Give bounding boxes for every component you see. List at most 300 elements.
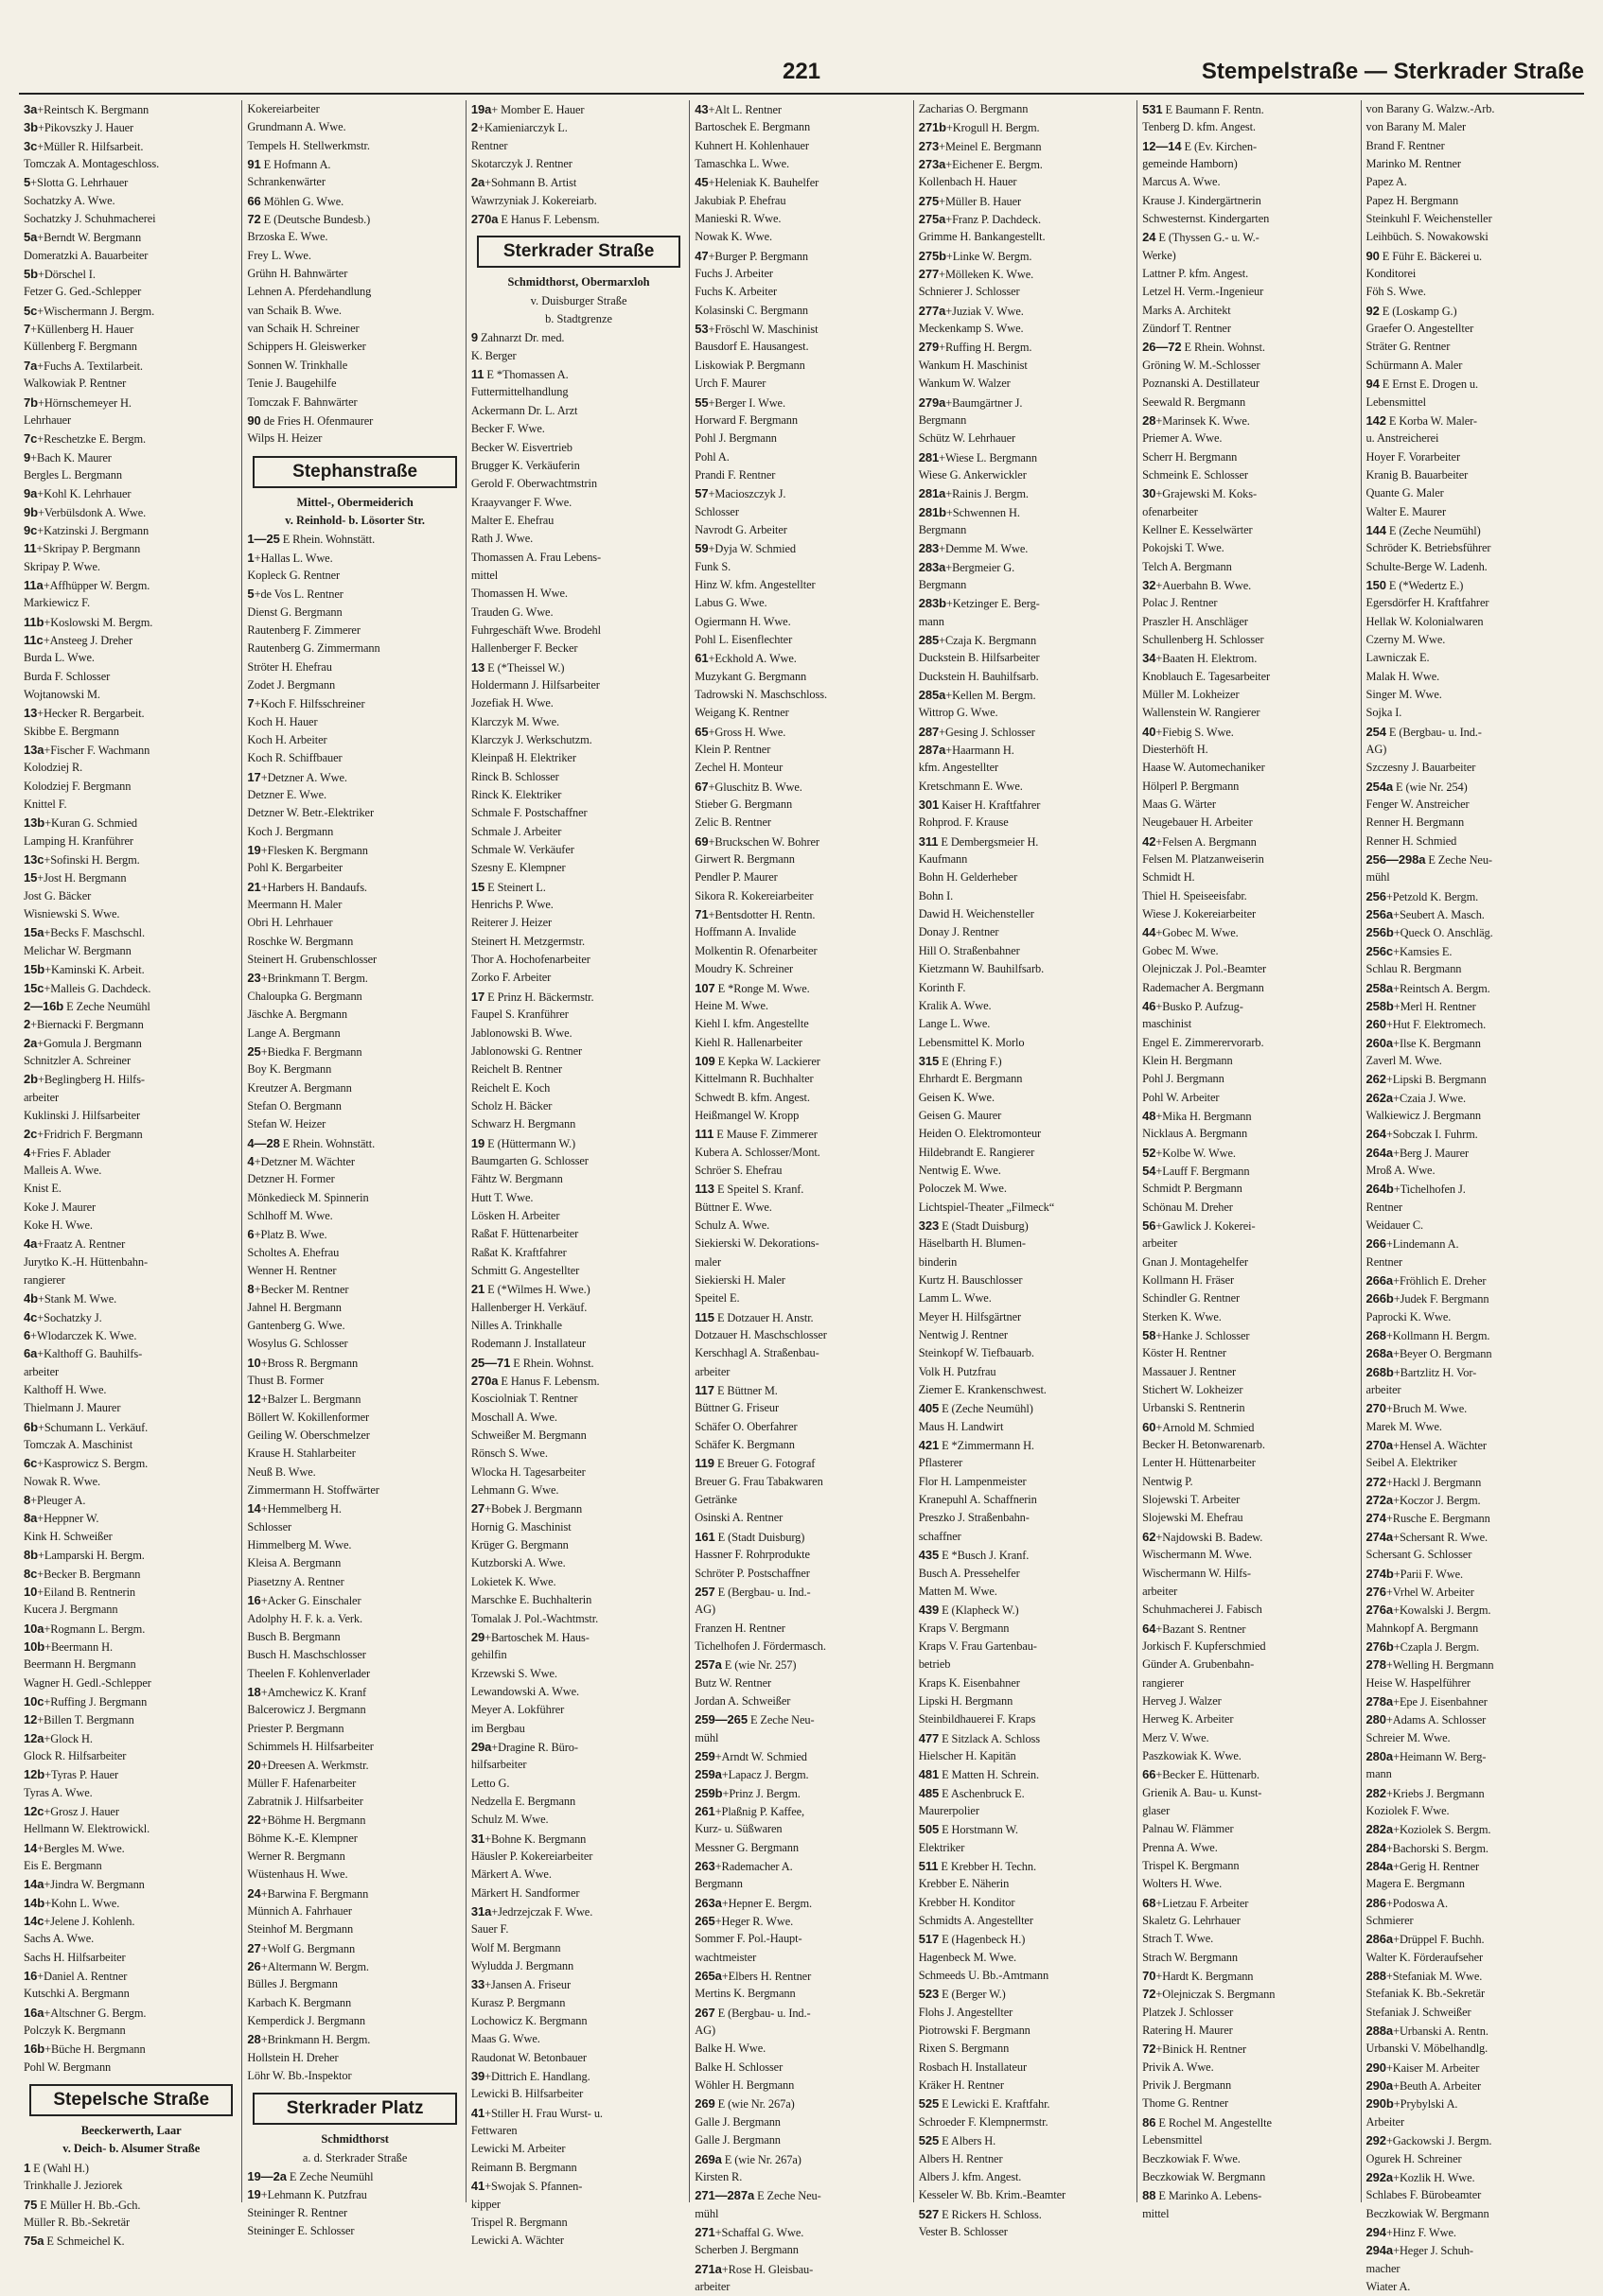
directory-entry: Küllenberg F. Bergmann [24, 340, 137, 354]
directory-entry: 7b+Hörnschemeyer H. [24, 394, 132, 410]
directory-entry: Thomassen H. Wwe. [470, 587, 568, 601]
directory-entry: 16b+Büche H. Bergmann [24, 2042, 146, 2057]
directory-entry: 1—25 E Rhein. Wohnstätt. [247, 532, 376, 547]
directory-entry: Pokojski T. Wwe. [1142, 541, 1224, 555]
directory-entry: Maus H. Landwirt [918, 1419, 1004, 1433]
directory-entry: 266a+Fröhlich E. Dreher [1365, 1273, 1487, 1288]
column-5 [914, 100, 1137, 2238]
directory-entry: Lewicki A. Wächter [470, 2234, 564, 2248]
directory-entry: 24+Barwina F. Bergmann [247, 1885, 369, 1901]
directory-entry: Slojewski M. Ehefrau [1142, 1511, 1243, 1525]
directory-entry: Herweg K. Arbeiter [1142, 1712, 1234, 1726]
directory-entry: Tenberg D. kfm. Angest. [1142, 120, 1256, 134]
directory-entry: Schmale F. Postschaffner [470, 806, 588, 820]
directory-entry: Müller M. Lokheizer [1142, 688, 1240, 701]
directory-entry: Wilps H. Heizer [247, 431, 323, 446]
directory-entry: arbeiter [695, 1364, 731, 1378]
directory-entry: Nedzella E. Bergmann [470, 1794, 576, 1808]
directory-entry: Wosylus G. Schlosser [247, 1337, 348, 1351]
directory-entry: 270a E Hanus F. Lebensm. [470, 212, 600, 227]
directory-entry: Privik J. Bergmann [1142, 2078, 1232, 2093]
directory-entry: Tamaschka L. Wwe. [695, 157, 789, 171]
directory-entry: 55+Berger I. Wwe. [695, 394, 785, 410]
directory-entry: Wolters H. Wwe. [1142, 1877, 1223, 1891]
directory-entry: Busch H. Maschschlosser [247, 1648, 366, 1662]
directory-entry: Balke H. Schlosser [695, 2059, 784, 2074]
directory-entry: Kokereiarbeiter [247, 102, 320, 115]
directory-entry: Kietzmann W. Bauhilfsarb. [918, 962, 1045, 976]
directory-entry: 11 E *Thomassen A. [470, 367, 569, 382]
directory-entry: 12c+Grosz J. Hauer [24, 1803, 119, 1818]
directory-entry: 281b+Schwennen H. [918, 504, 1020, 519]
directory-entry: Zimmermann H. Stoffwärter [247, 1483, 379, 1498]
directory-entry: Telch A. Bergmann [1142, 559, 1232, 573]
directory-entry: Wagner H. Gedl.-Schlepper [24, 1675, 151, 1690]
directory-entry: Praszler H. Anschläger [1142, 614, 1248, 628]
directory-entry: Kucera J. Bergmann [24, 1603, 118, 1617]
directory-entry: Wiese G. Ankerwickler [918, 467, 1027, 482]
directory-entry: 28+Marinsek K. Wwe. [1142, 412, 1250, 428]
directory-entry: Bergles L. Bergmann [24, 467, 122, 482]
directory-entry: Burda L. Wwe. [24, 651, 95, 665]
directory-entry: Schnierer J. Schlosser [918, 285, 1020, 299]
directory-entry: 286a+Drüppel F. Buchh. [1365, 1932, 1485, 1947]
directory-entry: Schersant G. Schlosser [1365, 1548, 1472, 1562]
directory-entry: Krzewski S. Wwe. [470, 1666, 557, 1680]
directory-entry: 292+Gackowski J. Bergm. [1365, 2133, 1492, 2148]
directory-entry: 25+Biedka F. Bergmann [247, 1043, 362, 1059]
directory-entry: Melichar W. Bergmann [24, 943, 132, 957]
directory-entry: Steinkopf W. Tiefbauarb. [918, 1346, 1034, 1360]
directory-entry: 257a E (wie Nr. 257) [695, 1657, 797, 1673]
directory-entry: Rademacher A. Bergmann [1142, 980, 1264, 994]
directory-entry: Ströter H. Ehefrau [247, 659, 332, 674]
directory-entry: Magera E. Bergmann [1365, 1877, 1465, 1891]
directory-entry: Platzek J. Schlosser [1142, 2005, 1234, 2019]
directory-entry: Kittelmann R. Buchhalter [695, 1072, 814, 1086]
directory-entry: 254 E (Bergbau- u. Ind.- [1365, 724, 1482, 739]
directory-entry: 259b+Prinz J. Bergm. [695, 1785, 801, 1800]
directory-entry: Hellak W. Kolonialwaren [1365, 614, 1484, 628]
directory-entry: Kiehl R. Hallenarbeiter [695, 1035, 802, 1049]
directory-entry: 5a+Berndt W. Bergmann [24, 230, 142, 245]
directory-entry: van Schaik B. Wwe. [247, 303, 342, 317]
directory-entry: 8a+Heppner W. [24, 1511, 99, 1526]
directory-entry: 5b+Dörschel I. [24, 267, 96, 282]
directory-entry: Jurytko K.-H. Hüttenbahn- [24, 1254, 149, 1269]
directory-entry: Krüger G. Bergmann [470, 1538, 569, 1552]
column-7 [1362, 100, 1584, 2293]
directory-entry: Molkentin R. Ofenarbeiter [695, 943, 818, 957]
directory-entry: Knoblauch E. Tagesarbeiter [1142, 669, 1271, 683]
directory-entry: Sonnen W. Trinkhalle [247, 358, 348, 372]
directory-entry: Lewicki M. Arbeiter [470, 2142, 566, 2156]
directory-entry: Schlabes F. Bürobeamter [1365, 2188, 1482, 2202]
directory-entry: 71+Bentsdotter H. Rentn. [695, 907, 816, 922]
directory-entry: Steinert H. Grubenschlosser [247, 953, 378, 967]
directory-entry: 272+Hackl J. Bergmann [1365, 1474, 1482, 1489]
directory-entry: Stefan O. Bergmann [247, 1098, 342, 1113]
directory-entry: Ogurek H. Schreiner [1365, 2151, 1462, 2165]
directory-entry: 90 de Fries H. Ofenmaurer [247, 412, 374, 428]
directory-entry: 274a+Schersant R. Wwe. [1365, 1529, 1488, 1544]
directory-entry: Scherr H. Bergmann [1142, 449, 1238, 464]
directory-entry: Lamm L. Wwe. [918, 1291, 992, 1306]
directory-entry: Nentwig J. Rentner [918, 1328, 1008, 1342]
directory-entry: Beermann H. Bergmann [24, 1657, 136, 1672]
street-heading: Stephanstraße [253, 456, 456, 488]
directory-entry: Lenter H. Hüttenarbeiter [1142, 1456, 1256, 1470]
directory-entry: Schweißer M. Bergmann [470, 1428, 587, 1443]
directory-entry: Malter E. Ehefrau [470, 513, 555, 527]
directory-entry: Gobec M. Wwe. [1142, 943, 1219, 957]
directory-entry: Zabratnik J. Hilfsarbeiter [247, 1794, 363, 1808]
directory-entry: mühl [695, 2206, 719, 2220]
directory-entry: Marinko M. Rentner [1365, 157, 1461, 171]
directory-entry: 525 E Lewicki E. Kraftfahr. [918, 2096, 1050, 2112]
directory-entry: Wallenstein W. Rangierer [1142, 706, 1260, 720]
directory-entry: Messner G. Bergmann [695, 1840, 799, 1854]
directory-entry: Sauer F. [470, 1922, 509, 1937]
directory-entry: Löhr W. Bb.-Inspektor [247, 2069, 352, 2083]
directory-entry: Tempels H. Stellwerkmstr. [247, 138, 370, 152]
directory-entry: macher [1365, 2261, 1400, 2275]
directory-entry: Jahnel H. Bergmann [247, 1300, 342, 1314]
directory-entry: Boy K. Bergmann [247, 1062, 332, 1077]
directory-entry: Detzner E. Wwe. [247, 788, 327, 802]
directory-entry: Heise W. Haspelführer [1365, 1675, 1471, 1690]
directory-entry: 66+Becker E. Hüttenarb. [1142, 1767, 1260, 1782]
directory-entry: 8c+Becker B. Bergmann [24, 1566, 141, 1581]
directory-entry: 254a E (wie Nr. 254) [1365, 779, 1468, 794]
directory-entry: 12—14 E (Ev. Kirchen- [1142, 138, 1258, 153]
directory-entry: 48+Mika H. Bergmann [1142, 1108, 1252, 1123]
directory-entry: 46+Busko P. Aufzug- [1142, 998, 1243, 1013]
directory-entry: 517 E (Hagenbeck H.) [918, 1932, 1026, 1947]
directory-entry: AG) [1365, 743, 1387, 757]
directory-entry: Kurz- u. Süßwaren [695, 1822, 783, 1836]
directory-entry: Schröder K. Betriebsführer [1365, 541, 1491, 555]
directory-entry: Kollmann H. Fräser [1142, 1273, 1235, 1287]
directory-entry: 505 E Horstmann W. [918, 1822, 1018, 1837]
directory-entry: Renner H. Bergmann [1365, 815, 1465, 830]
directory-entry: Stefaniak K. Bb.-Sekretär [1365, 1987, 1486, 2001]
directory-entry: Fetzer G. Ged.-Schlepper [24, 285, 142, 299]
directory-entry: 22+Böhme H. Bergmann [247, 1813, 366, 1828]
directory-entry: Schönau M. Dreher [1142, 1200, 1233, 1214]
directory-entry: Thielmann J. Maurer [24, 1401, 121, 1415]
directory-entry: Rath J. Wwe. [470, 532, 534, 546]
directory-entry: 268b+Bartzlitz H. Vor- [1365, 1364, 1477, 1379]
directory-entry: Dawid H. Weichensteller [918, 907, 1034, 921]
directory-entry: Bohn H. Gelderheber [918, 870, 1018, 885]
directory-entry: Steinhof M. Bergmann [247, 1922, 354, 1937]
directory-entry: 9b+Verbülsdonk A. Wwe. [24, 504, 147, 519]
directory-entry: 61+Eckhold A. Wwe. [695, 651, 797, 666]
directory-entry: Lebensmittel K. Morlo [918, 1035, 1025, 1049]
directory-entry: Koch J. Bergmann [247, 824, 334, 838]
directory-entry: Tomczak A. Montageschloss. [24, 157, 160, 171]
directory-entry: Skripay P. Wwe. [24, 559, 100, 573]
directory-entry: Hollstein H. Dreher [247, 2050, 339, 2064]
directory-entry: Pohl J. Bergmann [1142, 1072, 1224, 1086]
directory-entry: 31a+Jedrzejczak F. Wwe. [470, 1904, 593, 1919]
directory-entry: Ogiermann H. Wwe. [695, 614, 791, 628]
directory-entry: Kopleck G. Rentner [247, 568, 341, 582]
directory-entry: Lebensmittel [1142, 2133, 1203, 2147]
directory-entry: 69+Bruckschen W. Bohrer [695, 833, 819, 849]
directory-entry: Jost G. Bäcker [24, 888, 92, 903]
directory-entry: Eis E. Bergmann [24, 1859, 102, 1872]
directory-entry: van Schaik H. Schreiner [247, 322, 360, 336]
directory-entry: 277+Mölleken K. Wwe. [918, 267, 1034, 282]
directory-entry: Graefer O. Angestellter [1365, 322, 1474, 336]
directory-entry: Schmidts A. Angestellter [918, 1914, 1033, 1928]
directory-entry: Lewicki B. Hilfsarbeiter [470, 2087, 584, 2101]
directory-entry: 45+Heleniak K. Bauhelfer [695, 175, 819, 190]
directory-entry: Lochowicz K. Bergmann [470, 2014, 588, 2028]
directory-entry: Trinkhalle J. Jeziorek [24, 2179, 123, 2193]
directory-entry: Kretschmann E. Wwe. [918, 779, 1023, 793]
directory-entry: Hoyer F. Vorarbeiter [1365, 449, 1460, 464]
directory-entry: Marcus A. Wwe. [1142, 175, 1221, 189]
directory-entry: Zündorf T. Rentner [1142, 322, 1231, 336]
directory-entry: 16a+Altschner G. Bergm. [24, 2005, 147, 2020]
directory-entry: 150 E (*Wedertz E.) [1365, 577, 1464, 592]
directory-entry: 8b+Lamparski H. Bergm. [24, 1548, 145, 1563]
directory-entry: 272a+Koczor J. Bergm. [1365, 1493, 1481, 1508]
directory-entry: 144 E (Zeche Neumühl) [1365, 522, 1481, 537]
directory-entry: Flohs J. Angestellter [918, 2005, 1013, 2019]
directory-entry: Ackermann Dr. L. Arzt [470, 403, 578, 417]
directory-entry: Stefan W. Heizer [247, 1117, 326, 1131]
directory-entry: arbeiter [1142, 1236, 1178, 1251]
directory-entry: 256+Petzold K. Bergm. [1365, 888, 1479, 903]
directory-entry: Schindler G. Rentner [1142, 1291, 1241, 1306]
directory-entry: Heißmangel W. Kropp [695, 1108, 800, 1122]
directory-entry: 290a+Beuth A. Arbeiter [1365, 2078, 1482, 2094]
directory-entry: 90 E Führ E. Bäckerei u. [1365, 248, 1483, 263]
directory-entry: Walkiewicz J. Bergmann [1365, 1108, 1482, 1122]
directory-entry: Raßat F. Hüttenarbeiter [470, 1227, 579, 1241]
directory-entry: 4+Fries F. Ablader [24, 1145, 111, 1160]
directory-entry: 53+Fröschl W. Maschinist [695, 322, 819, 337]
directory-entry: Grienik A. Bau- u. Kunst- [1142, 1785, 1262, 1799]
directory-entry: Poznanski A. Destillateur [1142, 377, 1260, 391]
directory-entry: 10a+Rogmann L. Bergm. [24, 1621, 146, 1636]
directory-entry: 405 E (Zeche Neumühl) [918, 1401, 1033, 1416]
directory-entry: Krebber H. Konditor [918, 1895, 1015, 1909]
directory-entry: Trauden G. Wwe. [470, 605, 554, 619]
directory-entry: 261+Plaßnig P. Kaffee, [695, 1803, 804, 1818]
directory-entry: 5+de Vos L. Rentner [247, 587, 344, 602]
directory-entry: Sträter G. Rentner [1365, 340, 1451, 354]
directory-entry: 4c+Sochatzky J. [24, 1309, 102, 1324]
directory-entry: 283+Demme M. Wwe. [918, 541, 1029, 556]
directory-entry: 279a+Baumgärtner J. [918, 394, 1023, 410]
directory-entry: Rinck B. Schlosser [470, 769, 559, 783]
directory-entry: Schmitt G. Angestellter [470, 1263, 580, 1277]
directory-entry: 72+Olejniczak S. Bergmann [1142, 1987, 1276, 2002]
directory-entry: 264+Sobczak I. Fuhrm. [1365, 1127, 1478, 1142]
directory-entry: Kurasz P. Bergmann [470, 1995, 566, 2009]
directory-entry: Marks A. Architekt [1142, 303, 1231, 317]
directory-entry: Kemperdick J. Bergmann [247, 2014, 365, 2028]
directory-entry: 2+Biernacki F. Bergmann [24, 1017, 144, 1032]
directory-entry: Werke) [1142, 248, 1176, 262]
directory-entry: Heine M. Wwe. [695, 998, 768, 1012]
directory-entry: 70+Hardt K. Bergmann [1142, 1969, 1254, 1984]
directory-entry: 12b+Tyras P. Hauer [24, 1767, 119, 1782]
directory-entry: Polac J. Rentner [1142, 596, 1218, 610]
directory-entry: Reimann B. Bergmann [470, 2160, 577, 2174]
directory-entry: 13+Hecker R. Bergarbeit. [24, 706, 145, 721]
directory-entry: 3b+Pikovszky J. Hauer [24, 120, 134, 135]
directory-entry: Schmale W. Verkäufer [470, 843, 574, 857]
directory-entry: Busch A. Pressehelfer [918, 1566, 1020, 1580]
directory-entry: 91 E Hofmann A. [247, 157, 331, 172]
directory-entry: Sochatzky A. Wwe. [24, 193, 115, 207]
directory-entry: Jakubiak P. Ehefrau [695, 193, 786, 207]
directory-entry: 14c+Jelene J. Kohlenh. [24, 1914, 135, 1929]
directory-entry: Hoffmann A. Invalide [695, 925, 797, 939]
directory-entry: Klarczyk M. Wwe. [470, 714, 559, 728]
directory-entry: 266b+Judek F. Bergmann [1365, 1291, 1489, 1306]
directory-entry: 531 E Baumann F. Rentn. [1142, 102, 1264, 116]
directory-entry: Wankum H. Maschinist [918, 358, 1028, 372]
directory-entry: 278+Welling H. Bergmann [1365, 1657, 1494, 1673]
directory-entry: Thor A. Hochofenarbeiter [470, 953, 590, 967]
directory-entry: Becker H. Betonwarenarb. [1142, 1438, 1265, 1452]
directory-entry: 10c+Ruffing J. Bergmann [24, 1693, 148, 1709]
directory-entry: Beczkowiak F. Wwe. [1142, 2151, 1241, 2165]
directory-entry: Rodemann J. Installateur [470, 1337, 586, 1351]
directory-entry: Frey L. Wwe. [247, 248, 311, 262]
directory-entry: 6b+Schumann L. Verkäuf. [24, 1419, 149, 1434]
directory-entry: 12+Billen T. Bergmann [24, 1712, 134, 1727]
directory-entry: 13 E (*Theissel W.) [470, 659, 565, 675]
directory-entry: Markiewicz F. [24, 596, 90, 610]
directory-entry: 67+Gluschitz B. Wwe. [695, 779, 802, 794]
directory-entry: 294a+Heger J. Schuh- [1365, 2243, 1473, 2258]
directory-entry: Lehnen A. Pferdehandlung [247, 285, 372, 299]
directory-entry: 1 E (Wahl H.) [24, 2160, 89, 2175]
directory-entry: rangierer [24, 1273, 65, 1287]
directory-entry: Leihbüch. S. Nowakowski [1365, 230, 1488, 244]
directory-entry: Schmierer [1365, 1914, 1414, 1928]
directory-entry: Poloczek M. Wwe. [918, 1182, 1007, 1196]
directory-entry: Dotzauer H. Maschschlosser [695, 1328, 827, 1342]
directory-entry: Föh S. Wwe. [1365, 285, 1426, 299]
directory-entry: 525 E Albers H. [918, 2133, 996, 2148]
directory-entry: 41+Swojak S. Pfannen- [470, 2179, 583, 2194]
directory-entry: 263+Rademacher A. [695, 1859, 793, 1873]
directory-entry: Manieski R. Wwe. [695, 212, 782, 226]
directory-entry: Wolf M. Bergmann [470, 1940, 561, 1954]
street-district-note: v. Deich- b. Alsumer Straße [62, 2142, 201, 2156]
directory-entry: Rentner [1365, 1200, 1403, 1214]
directory-entry: Sachs H. Hilfsarbeiter [24, 1950, 126, 1964]
directory-entry: Letto G. [470, 1776, 510, 1790]
directory-entry: Büttner E. Wwe. [695, 1200, 772, 1214]
street-heading: Sterkrader Platz [253, 2093, 456, 2125]
directory-entry: 265a+Elbers H. Rentner [695, 1969, 812, 1984]
directory-entry: Donay J. Rentner [918, 925, 999, 939]
directory-entry: 292a+Kozlik H. Wwe. [1365, 2169, 1475, 2184]
directory-entry: 269 E (wie Nr. 267a) [695, 2096, 795, 2112]
directory-entry: Seewald R. Bergmann [1142, 394, 1246, 409]
directory-entry: Zodet J. Bergmann [247, 677, 336, 692]
directory-entry: 161 E (Stadt Duisburg) [695, 1529, 805, 1544]
street-range-note: b. Stadtgrenze [545, 312, 612, 326]
directory-entry: Maas G. Wärter [1142, 797, 1216, 812]
directory-entry: Strach T. Wwe. [1142, 1932, 1214, 1946]
directory-entry: Bergmann [918, 412, 967, 427]
directory-entry: Klein P. Rentner [695, 743, 771, 757]
directory-entry: Scholz H. Bäcker [470, 1098, 553, 1113]
directory-entry: 273+Meinel E. Bergmann [918, 138, 1042, 153]
column-2 [242, 100, 466, 2238]
directory-entry: Zorko F. Arbeiter [470, 971, 552, 985]
directory-entry: 31+Bohne K. Bergmann [470, 1831, 587, 1846]
directory-entry: Vester B. Schlosser [918, 2224, 1008, 2238]
directory-entry: Malleis A. Wwe. [24, 1163, 102, 1177]
directory-entry: Reiterer J. Heizer [470, 916, 553, 930]
directory-entry: Maas G. Wwe. [470, 2032, 540, 2046]
directory-entry: 481 E Matten H. Schrein. [918, 1767, 1040, 1782]
directory-entry: Muzykant G. Bergmann [695, 669, 807, 683]
directory-entry: 7c+Reschetzke E. Bergm. [24, 431, 147, 447]
directory-entry: 3c+Müller R. Hilfsarbeit. [24, 138, 144, 153]
directory-entry: glaser [1142, 1803, 1171, 1817]
street-district-note: Mittel-, Obermeiderich [296, 495, 414, 509]
directory-entry: rangierer [1142, 1675, 1184, 1690]
directory-entry: 5c+Wischermann J. Bergm. [24, 303, 155, 318]
street-district-note: Schmidthorst, Obermarxloh [507, 275, 650, 289]
directory-entry: Maurerpolier [918, 1803, 979, 1817]
directory-entry: 259—265 E Zeche Neu- [695, 1712, 815, 1727]
directory-entry: hilfsarbeiter [470, 1758, 527, 1772]
directory-entry: Sochatzky J. Schuhmacherei [24, 212, 156, 226]
directory-entry: 115 E Dotzauer H. Anstr. [695, 1309, 814, 1324]
directory-entry: Schütz W. Lehrhauer [918, 431, 1016, 446]
directory-entry: 267 E (Bergbau- u. Ind.- [695, 2005, 811, 2020]
directory-entry: Paprocki K. Wwe. [1365, 1309, 1452, 1323]
directory-entry: Schullenberg H. Schlosser [1142, 632, 1264, 646]
directory-entry: Girwert R. Bergmann [695, 852, 795, 867]
directory-entry: AG) [695, 2024, 715, 2038]
directory-entry: Paszkowiak K. Wwe. [1142, 1748, 1242, 1762]
directory-entry: 2a+Sohmann B. Artist [470, 175, 577, 190]
directory-entry: 4a+Fraatz A. Rentner [24, 1236, 126, 1252]
directory-entry: 256a+Seubert A. Masch. [1365, 907, 1485, 922]
directory-entry: Häusler P. Kokereiarbeiter [470, 1849, 593, 1863]
directory-entry: Kurtz H. Bauschlosser [918, 1273, 1023, 1287]
directory-entry: Hallenberger F. Becker [470, 641, 578, 656]
directory-entry: 25—71 E Rhein. Wohnst. [470, 1355, 594, 1370]
directory-entry: 16+Acker G. Einschaler [247, 1593, 361, 1608]
directory-entry: 286+Podoswa A. [1365, 1895, 1449, 1910]
directory-entry: Pohl W. Arbeiter [1142, 1090, 1220, 1104]
directory-entry: Duckstein B. Hilfsarbeiter [918, 651, 1040, 665]
directory-entry: Urch F. Maurer [695, 377, 766, 391]
directory-entry: Reichelt E. Koch [470, 1080, 551, 1095]
directory-entry: Konditorei [1365, 267, 1417, 281]
directory-entry: Ratering H. Maurer [1142, 2024, 1233, 2038]
directory-entry: 278a+Epe J. Eisenbahner [1365, 1693, 1488, 1709]
directory-entry: 277a+Juziak V. Wwe. [918, 303, 1024, 318]
column-3 [467, 100, 690, 2248]
